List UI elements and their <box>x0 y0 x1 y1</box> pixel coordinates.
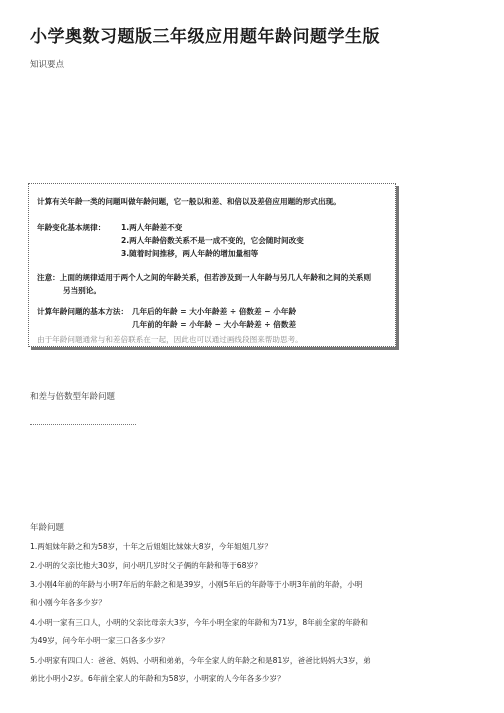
rule-item: 1.两人年龄差不变 <box>121 223 183 232</box>
box-tip: 由于年龄问题通常与和差倍联系在一起，因此也可以通过画线段图来帮助思考。 <box>37 335 303 344</box>
knowledge-box <box>28 183 396 347</box>
problem-line: 弟比小明小2岁。6年前全家人的年龄和为58岁，小明家的人今年各多少岁？ <box>30 674 285 683</box>
box-note-line-1: 注意：上面的规律适用于两个人之间的年龄关系，但若涉及到一人年龄与另几人年龄和之间的关系则 <box>37 273 372 282</box>
section-age-heading: 年龄问题 <box>30 523 65 533</box>
dotted-divider <box>30 424 136 425</box>
problem-line: 和小刚今年各多少岁？ <box>30 598 106 607</box>
problem-line: 2.小明的父亲比他大30岁，问小明几岁时父子俩的年龄和等于68岁？ <box>30 561 262 570</box>
page-title: 小学奥数习题版三年级应用题年龄问题学生版 <box>30 27 380 47</box>
formula-line: 几年前的年龄 = 小年龄 − 大小年龄差 ÷ 倍数差 <box>132 320 297 329</box>
box-note-line-2: 另当别论。 <box>63 286 101 295</box>
formula-label: 计算年龄问题的基本方法： <box>37 307 129 316</box>
problem-line: 1.两姐妹年龄之和为58岁，十年之后姐姐比妹妹大8岁，今年姐姐几岁？ <box>30 542 272 551</box>
section-harmonic-heading: 和差与倍数型年龄问题 <box>30 392 116 402</box>
problem-line: 4.小明一家有三口人，小明的父亲比母亲大3岁，今年小明全家的年龄和为71岁，8年前全家的年龄和 <box>30 618 368 627</box>
problem-line: 5.小明家有四口人：爸爸、妈妈、小明和弟弟，今年全家人的年龄之和是81岁，爸爸比妈妈大3岁，弟 <box>30 656 371 665</box>
formula-line: 几年后的年龄 = 大小年龄差 ÷ 倍数差 − 小年龄 <box>132 307 297 316</box>
rule-item: 3.随着时间推移，两人年龄的增加量相等 <box>121 249 259 258</box>
section-knowledge-heading: 知识要点 <box>30 60 65 70</box>
rules-label: 年龄变化基本规律： <box>37 223 106 232</box>
problem-line: 为49岁，问今年小明一家三口各多少岁？ <box>30 636 169 645</box>
problem-line: 3.小刚4年前的年龄与小明7年后的年龄之和是39岁，小刚5年后的年龄等于小明3年前的年龄，小明 <box>30 580 363 589</box>
box-intro: 计算有关年龄一类的问题叫做年龄问题，它一般以和差、和倍以及差倍应用题的形式出现。 <box>37 197 341 206</box>
rule-item: 2.两人年龄倍数关系不是一成不变的，它会随时间改变 <box>121 236 304 245</box>
